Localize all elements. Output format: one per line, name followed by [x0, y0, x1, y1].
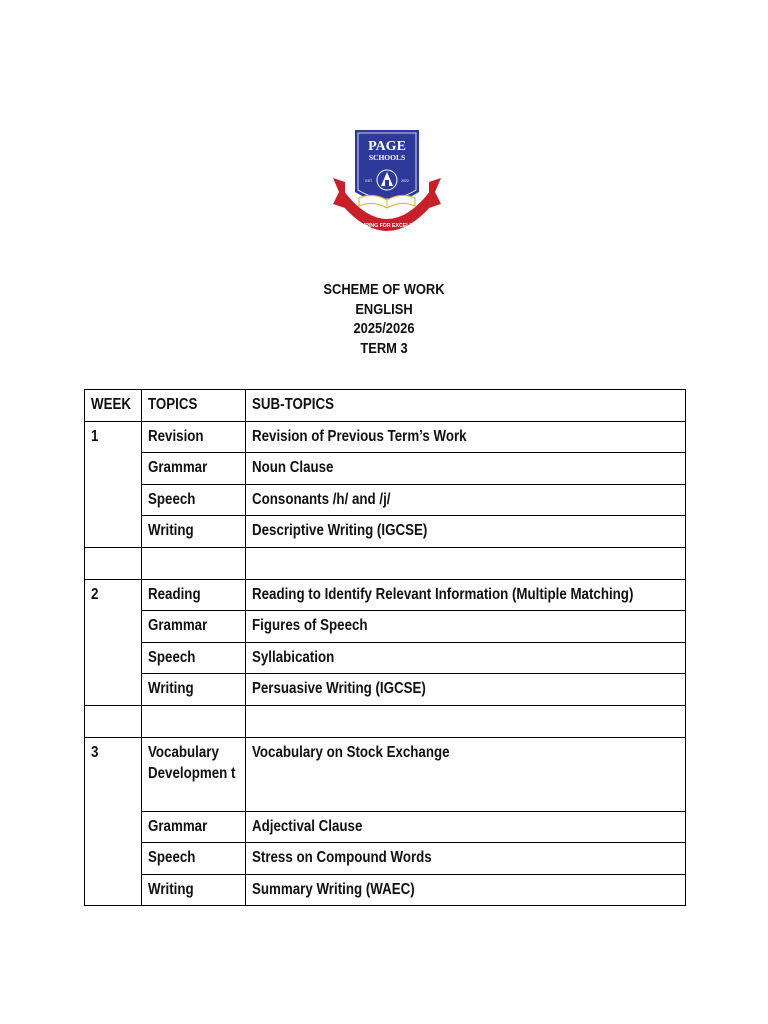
- topic-cell: Speech: [142, 843, 246, 875]
- subtopic-cell: Reading to Identify Relevant Information (Multiple Matching): [246, 579, 686, 611]
- table-row: [85, 811, 686, 843]
- heading-session: 2025/2026: [353, 320, 415, 337]
- scheme-of-work-table: [84, 389, 686, 906]
- topic-cell: Speech: [142, 484, 246, 516]
- column-header-topics: TOPICS: [142, 390, 246, 422]
- topic-cell: Vocabulary Developmen t: [142, 737, 246, 811]
- subtopic-cell: Stress on Compound Words: [246, 843, 686, 875]
- logo-line2: SCHOOLS: [368, 153, 406, 162]
- logo-motto: NURTURING FOR EXCELLENCE: [347, 223, 427, 229]
- document-heading: [255, 280, 513, 358]
- table-row: [85, 611, 686, 643]
- table-row: [85, 579, 686, 611]
- subtopic-cell: Descriptive Writing (IGCSE): [246, 516, 686, 548]
- heading-title: SCHEME OF WORK: [323, 281, 445, 298]
- topic-cell: Writing: [142, 674, 246, 706]
- column-header-subtopics: SUB-TOPICS: [246, 390, 686, 422]
- topic-cell: Revision: [142, 421, 246, 453]
- table-row: [85, 453, 686, 485]
- topic-cell: Writing: [142, 516, 246, 548]
- topic-cell: Reading: [142, 579, 246, 611]
- table-row: [85, 674, 686, 706]
- week-cell: 2: [85, 579, 142, 705]
- column-header-week: WEEK: [85, 390, 142, 422]
- topic-cell: Speech: [142, 642, 246, 674]
- table-row: [85, 874, 686, 906]
- topic-cell: Writing: [142, 874, 246, 906]
- subtopic-cell: Adjectival Clause: [246, 811, 686, 843]
- spacer-row: [85, 547, 686, 579]
- spacer-row: [85, 705, 686, 737]
- heading-term: TERM 3: [360, 339, 408, 357]
- logo-line1: PAGE: [368, 139, 406, 154]
- week-cell: 3: [85, 737, 142, 906]
- subtopic-cell: Persuasive Writing (IGCSE): [246, 674, 686, 706]
- logo-est-left: EST.: [365, 179, 373, 183]
- topic-cell: Grammar: [142, 811, 246, 843]
- table-row: [85, 484, 686, 516]
- table-header-row: [85, 390, 686, 422]
- subtopic-cell: Noun Clause: [246, 453, 686, 485]
- subtopic-cell: Vocabulary on Stock Exchange: [246, 737, 686, 811]
- page-schools-logo: [331, 128, 443, 238]
- subtopic-cell: Revision of Previous Term’s Work: [246, 421, 686, 453]
- table-row: [85, 421, 686, 453]
- logo-est-right: 2022: [401, 179, 409, 183]
- subtopic-cell: Figures of Speech: [246, 611, 686, 643]
- subtopic-cell: Consonants /h/ and /j/: [246, 484, 686, 516]
- heading-subject: ENGLISH: [355, 300, 413, 318]
- table-row: [85, 737, 686, 811]
- table-row: [85, 642, 686, 674]
- table-row: [85, 516, 686, 548]
- subtopic-cell: Syllabication: [246, 642, 686, 674]
- subtopic-cell: Summary Writing (WAEC): [246, 874, 686, 906]
- table-row: [85, 843, 686, 875]
- topic-cell: Grammar: [142, 453, 246, 485]
- topic-cell: Grammar: [142, 611, 246, 643]
- week-cell: 1: [85, 421, 142, 547]
